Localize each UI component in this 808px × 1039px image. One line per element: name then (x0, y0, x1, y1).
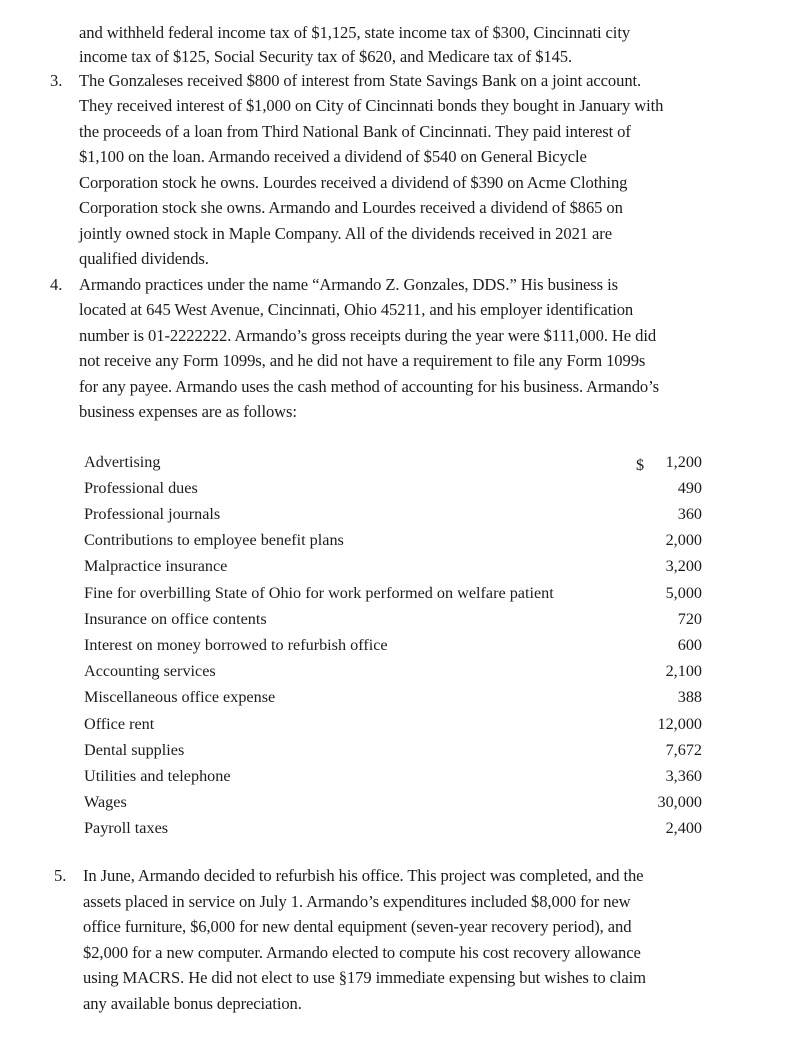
paragraph-line: using MACRS. He did not elect to use §179 immediate expensing but wishes to claim (83, 968, 646, 987)
table-row (84, 501, 702, 527)
expense-label: Advertising (84, 453, 161, 471)
paragraph-line: income tax of $125, Social Security tax of $620, and Medicare tax of $145. (79, 47, 573, 66)
paragraph-line: Corporation stock she owns. Armando and Lourdes received a dividend of $865 on (79, 198, 623, 217)
table-row (84, 527, 702, 553)
paragraph-line: The Gonzaleses received $800 of interest from State Savings Bank on a joint account. (79, 71, 642, 90)
paragraph-line: assets placed in service on July 1. Armando’s expenditures included $8,000 for new (83, 892, 631, 911)
table-row (84, 737, 702, 763)
paragraph-line: the proceeds of a loan from Third National Bank of Cincinnati. They paid interest of (79, 122, 631, 141)
table-row (84, 684, 702, 710)
table-row (84, 789, 702, 815)
expense-amount: 30,000 (657, 793, 702, 811)
expense-amount: 360 (677, 505, 702, 523)
expense-label: Dental supplies (84, 741, 185, 759)
list-number: 4. (50, 275, 63, 294)
table-row (84, 763, 702, 789)
paragraph-line: qualified dividends. (79, 249, 209, 268)
expense-amount: 12,000 (657, 715, 702, 733)
paragraph-line: office furniture, $6,000 for new dental equipment (seven-year recovery period), and (83, 917, 632, 936)
table-row (84, 658, 702, 684)
currency-symbol: $ (636, 456, 645, 474)
expense-label: Contributions to employee benefit plans (84, 531, 344, 549)
paragraph-line: any available bonus depreciation. (83, 994, 302, 1013)
table-row (84, 632, 702, 658)
expense-label: Insurance on office contents (84, 610, 267, 628)
table-row (84, 711, 702, 737)
expense-label: Accounting services (84, 662, 216, 680)
expense-label: Payroll taxes (84, 819, 169, 837)
paragraph-line: located at 645 West Avenue, Cincinnati, Ohio 45211, and his employer identification (79, 300, 634, 319)
expense-amount: 5,000 (665, 584, 702, 602)
list-number: 5. (54, 866, 67, 885)
paragraph-line: Armando practices under the name “Armando Z. Gonzales, DDS.” His business is (79, 275, 618, 294)
expense-amount: 600 (677, 636, 702, 654)
expense-label: Professional journals (84, 505, 221, 523)
paragraph-line: In June, Armando decided to refurbish his office. This project was completed, and the (83, 866, 644, 885)
expense-amount: 2,400 (665, 819, 702, 837)
expense-amount: 3,200 (665, 557, 702, 575)
expense-label: Fine for overbilling State of Ohio for work performed on welfare patient (84, 584, 554, 602)
expense-label: Professional dues (84, 479, 198, 497)
expense-amount: 720 (677, 610, 702, 628)
paragraph-line: $2,000 for a new computer. Armando elected to compute his cost recovery allowance (83, 943, 641, 962)
expense-amount: 7,672 (665, 741, 702, 759)
paragraph-line: not receive any Form 1099s, and he did not have a requirement to file any Form 1099s (79, 351, 646, 370)
expense-amount: 388 (677, 688, 702, 706)
expense-label: Office rent (84, 715, 155, 733)
table-row (84, 449, 702, 475)
expense-amount: 3,360 (665, 767, 702, 785)
expense-amount: 490 (677, 479, 702, 497)
paragraph-line: $1,100 on the loan. Armando received a dividend of $540 on General Bicycle (79, 147, 587, 166)
table-row (84, 475, 702, 501)
paragraph-line: They received interest of $1,000 on City of Cincinnati bonds they bought in January with (79, 96, 664, 115)
paragraph-line: number is 01-2222222. Armando’s gross receipts during the year were $111,000. He did (79, 326, 657, 345)
expense-amount: 1,200 (665, 453, 702, 471)
paragraph-line: for any payee. Armando uses the cash method of accounting for his business. Armando’s (79, 377, 659, 396)
table-row (84, 815, 702, 841)
expense-label: Wages (84, 793, 127, 811)
paragraph-line: and withheld federal income tax of $1,125, state income tax of $300, Cincinnati city (79, 23, 631, 42)
expense-amount: 2,100 (665, 662, 702, 680)
expense-amount: 2,000 (665, 531, 702, 549)
paragraph-line: Corporation stock he owns. Lourdes received a dividend of $390 on Acme Clothing (79, 173, 628, 192)
paragraph-line: jointly owned stock in Maple Company. All of the dividends received in 2021 are (79, 224, 612, 243)
paragraph-line: business expenses are as follows: (79, 402, 297, 421)
expense-label: Utilities and telephone (84, 767, 231, 785)
expense-label: Malpractice insurance (84, 557, 228, 575)
list-number: 3. (50, 71, 63, 90)
table-row (84, 606, 702, 632)
expense-label: Interest on money borrowed to refurbish office (84, 636, 388, 654)
table-row (84, 580, 702, 606)
table-row (84, 553, 702, 579)
expense-label: Miscellaneous office expense (84, 688, 276, 706)
